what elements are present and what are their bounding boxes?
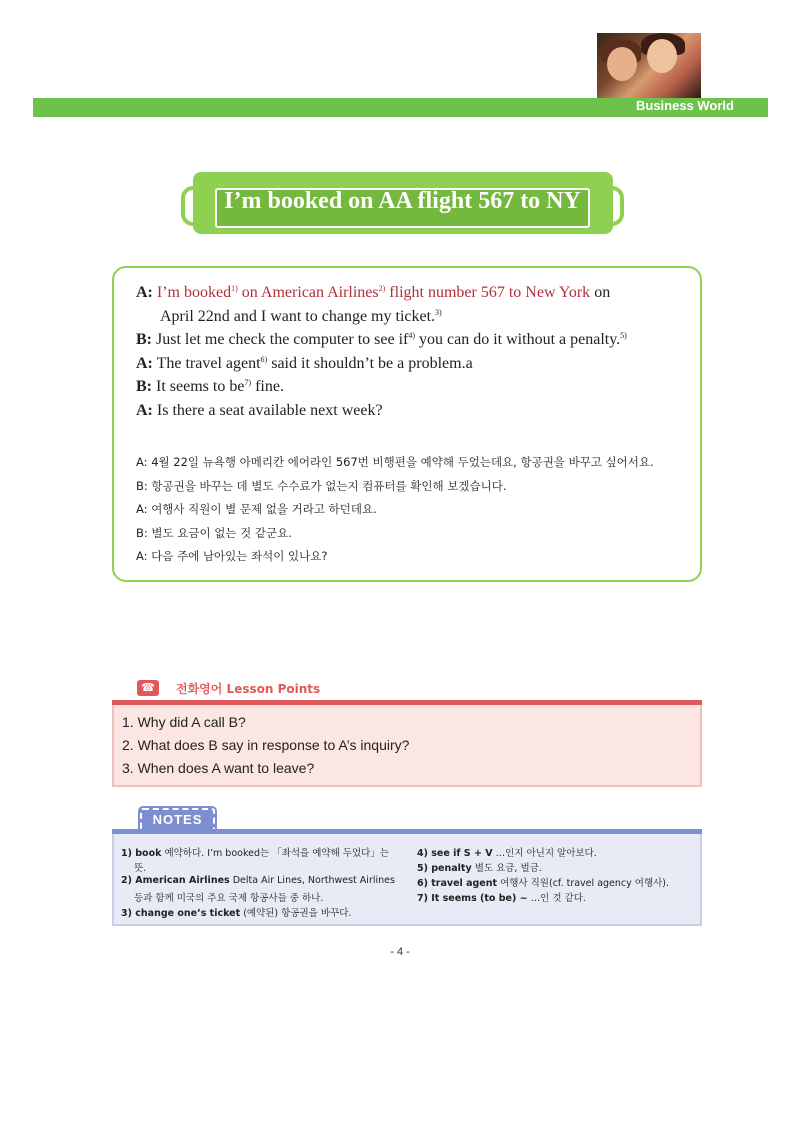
notes-label: NOTES bbox=[140, 808, 215, 832]
dialogue-line-6: A: Is there a seat available next week? bbox=[136, 402, 383, 419]
korean-line-2: B: 항공권을 바꾸는 데 별도 수수료가 없는지 컴퓨터를 확인해 보겠습니다. bbox=[136, 479, 507, 493]
lesson-point-2: 2. What does B say in response to A’s inquiry? bbox=[122, 737, 410, 753]
dialogue-line-1: A: I’m booked$^{1)}$ on American Airlines$^{2)}$ flight number 567 to New York on bbox=[136, 284, 611, 301]
brand-label: Business World bbox=[635, 98, 734, 113]
page-number: - 4 - bbox=[390, 946, 410, 958]
note-5: 5) penalty 별도 요금, 벌금. bbox=[417, 863, 542, 874]
lesson-point-1: 1. Why did A call B? bbox=[122, 714, 246, 730]
note-1-cont: 뜻. bbox=[134, 863, 147, 874]
korean-line-5: A: 다음 주에 남아있는 좌석이 있나요? bbox=[136, 549, 328, 563]
note-1: 1) book 예약하다. I’m booked는 「좌석을 예약해 두었다」는 bbox=[121, 848, 389, 859]
lesson-point-3: 3. When does A want to leave? bbox=[122, 760, 315, 776]
lesson-points-title: 전화영어 Lesson Points bbox=[176, 682, 321, 696]
note-2: 2) American Airlines Delta Air Lines, Northwest Airlines bbox=[121, 875, 395, 886]
header-photo bbox=[597, 33, 701, 98]
korean-line-3: A: 여행사 직원이 별 문제 없을 거라고 하던데요. bbox=[136, 502, 377, 516]
phone-icon: ☎ bbox=[137, 680, 159, 696]
korean-line-4: B: 별도 요금이 없는 것 같군요. bbox=[136, 526, 292, 540]
dialogue-line-2: April 22nd and I want to change my ticket.$^{3)}$ bbox=[160, 308, 442, 325]
note-3: 3) change one’s ticket (예약된) 항공권을 바꾸다. bbox=[121, 908, 352, 919]
note-4: 4) see if S + V …인지 아닌지 알아보다. bbox=[417, 848, 597, 859]
dialogue-line-3: B: Just let me check the computer to see $if^{4)}$ you can do it without a penalty.$^{5)}$ bbox=[136, 331, 627, 348]
dialogue-line-5: B: It seems to $be^{7)}$ fine. bbox=[136, 378, 284, 395]
dialogue-line-4: A: The travel agent$^{6)}$ said it shouldn’t be a problem.a bbox=[136, 355, 473, 372]
korean-line-1: A: 4월 22일 뉴욕행 아메리칸 에어라인 567번 비행편을 예약해 두었는데요, 항공권을 바꾸고 싶어서요. bbox=[136, 455, 654, 469]
note-2-cont: 등과 함께 미국의 주요 국제 항공사들 중 하나. bbox=[134, 893, 324, 904]
page-title: I’m booked on AA flight 567 to NY bbox=[224, 188, 581, 214]
note-7: 7) It seems (to be) ~ …인 것 같다. bbox=[417, 893, 586, 904]
note-6: 6) travel agent 여행사 직원(cf. travel agency 여행사). bbox=[417, 878, 670, 889]
